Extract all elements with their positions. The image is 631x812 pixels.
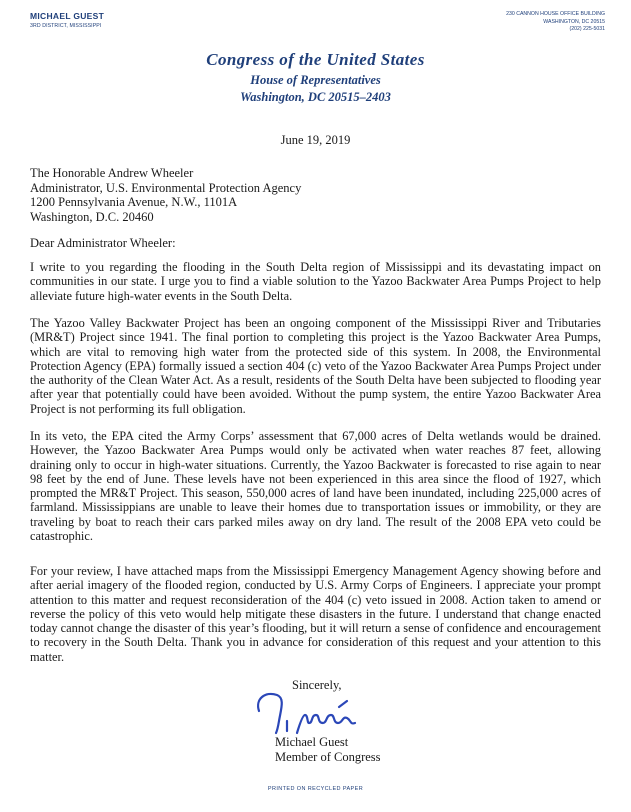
recipient-name: The Honorable Andrew Wheeler <box>30 166 194 180</box>
signature-icon <box>247 685 377 735</box>
recipient-address <box>30 166 301 224</box>
signer-title: Member of Congress <box>275 749 381 764</box>
recipient-title: Administrator, U.S. Environmental Protection Agency <box>30 180 302 195</box>
recipient-street: 1200 Pennsylvania Avenue, N.W., 1101A <box>30 195 238 209</box>
body-paragraph: The Yazoo Valley Backwater Project has been an ongoing component of the Mississippi River and Tributaries (MR&T) Project since 1941. The final portion to completing this project is the Yazoo Backwater Area Pumps, which are vital to removing high water from the protected side of this system. In 2008, the Environmental Protection Agency (EPA) formally issued a section 404 (c) veto of the Yazoo Backwater Area Pumps Project under the authority of the Clean Water Act. As a result, residents of the South Delta have been subjected to flooding year after year that potentially could have been avoided. Without the pump system, the entire Yazoo Backwater Area Project is not performing its full obligation. <box>30 316 601 416</box>
body-paragraph: I write to you regarding the flooding in the South Delta region of Mississippi and its devastating impact on communities in our state. I urge you to find a viable solution to the Yazoo Backwater Area Pumps Project to help alleviate future high-water events in the South Delta. <box>30 260 601 303</box>
closing: Sincerely, <box>292 678 342 692</box>
letter-date: June 19, 2019 <box>280 133 351 147</box>
letterhead-member-block <box>30 11 104 29</box>
body-paragraph: In its veto, the EPA cited the Army Corps’ assessment that 67,000 acres of Delta wetlands would be drained. However, the Yazoo Backwater Area Pumps would only be activated when water reaches 87 feet, allowing draining only to occur in high-water situations. Currently, the Yazoo Backwater is forecasted to rise again to near 98 feet by the end of June. These levels have not been experienced in this area since the flood of 1927, which prompted the MR&T Project. This season, 550,000 acres of land have been inundated, including 225,000 acres of farmland. Mississippians are unable to leave their homes due to transportation issues or immobility, or they are traveling by boat to reach their cars parked miles away on dry land. The result of the 2008 EPA veto could be catastrophic. <box>30 429 601 544</box>
office-phone: (202) 225-5031 <box>569 26 605 33</box>
seal-house: House of Representatives <box>250 73 381 87</box>
office-city: WASHINGTON, DC 20515 <box>543 18 605 25</box>
signer-name: Michael Guest <box>275 735 349 749</box>
seal-title: Congress of the United States <box>206 50 425 69</box>
salutation: Dear Administrator Wheeler: <box>30 236 176 250</box>
recycled-paper-footer: PRINTED ON RECYCLED PAPER <box>267 786 364 792</box>
member-name: MICHAEL GUEST <box>30 11 105 21</box>
letterhead-office-block <box>506 11 605 34</box>
office-address: 230 CANNON HOUSE OFFICE BUILDING <box>506 11 605 17</box>
member-district: 3RD DISTRICT, MISSISSIPPI <box>30 23 102 29</box>
seal-city: Washington, DC 20515–2403 <box>240 90 391 104</box>
signer-block <box>275 735 381 764</box>
body-paragraph: For your review, I have attached maps from the Mississippi Emergency Management Agency showing before and after aerial imagery of the flooded region, conducted by U.S. Army Corps of Engineers. I appreciate your prompt attention to this matter and request reconsideration of the 404 (c) veto issued in 2008. Action taken to amend or reverse the policy of this veto would help mitigate these disasters in the future. I understand that change enacted today cannot change the disaster of this year’s flooding, but it will return a sense of confidence and encouragement to recovery in the South Delta. Thank you in advance for consideration of this request and your attention to this matter. <box>30 564 601 664</box>
recipient-city: Washington, D.C. 20460 <box>30 209 154 224</box>
